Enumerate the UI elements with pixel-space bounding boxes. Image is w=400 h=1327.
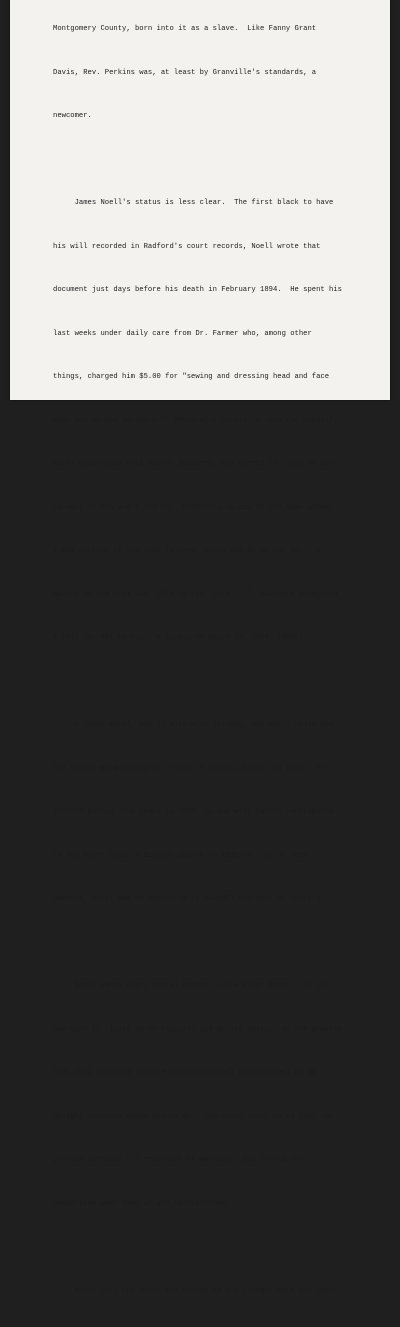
text-line: however, Noell was an unmarried (widowed?) resident of Radford. [53,895,325,903]
text-line: started buying land there in 1884; he and wife Pattie contributed [53,808,334,816]
text-line: to New River Depot's Baptist church in 1889-90. As of 1894, [53,851,312,860]
text-line: document just days before his death in February 1894. He spent his [53,286,342,294]
text-line: his will recorded in Radford's court records, Noell wrote that [53,242,321,251]
document-page [10,0,390,1295]
text-line: when cut by Bob Saunders." Physically unable to care for himself, [53,416,338,425]
document-body [53,0,371,1327]
text-line [53,1240,371,1255]
text-line: James Noell's status is less clear. The first black to have [53,199,334,207]
text-line: Noell contracted with Warner Saunders, who agreed to "stop my work [53,460,338,468]
text-line: upright virtuous woman should do." The court later ruled that the [53,1112,334,1121]
text-line: Noell left the other six houses to his illegitimate son Eddie [53,1286,338,1295]
text-line: Noell owned eight rental houses in New River Depot. He left [53,982,334,990]
text-line: one each to Lizzie Bolds (Bowls?) and Hallie Taylor, on the proviso [53,1025,342,1034]
text-line: two sister-aged teenagers, lived in Pulaski County in 1870. He [53,764,325,773]
text-line: Davis, Rev. Perkins was, at least by Granville's standards, a [53,68,317,77]
text-line [53,153,371,168]
text-line: things, charged him $5.00 for "sewing and dressing head and face [53,373,330,381]
text-line: I was getting at the pipe factory, which was $1.00 per day. I [53,547,321,555]
text-line: newcomer. [53,112,92,120]
text-line [53,936,371,951]
text-line: Montgomery County, born into it as a slave. Like Fanny Grant [53,25,317,33]
text-line: proviso operated "in restraint of marriage" and turned the [53,1156,304,1164]
text-line: waited on him from Jan. 28th to Feb. 18th...." Saunders submitted [53,590,338,599]
text-line: a bill for $21 to Noell's estate on March 12, 1894. [NOTE] [53,634,304,642]
text-line: last weeks under daily care from Dr. Farmer who, among other [53,329,312,338]
text-line [53,675,371,690]
text-line: A James Noell, age 27 with wife Tillday, one small child and [53,721,334,729]
text-line: to wait on him and I did so. Promising to pay me the same amount [53,503,334,512]
text-line: that they remained "single and conduct[ed] [themselves] as an [53,1069,317,1077]
text-line: properties over free of any restrictions. [53,1199,230,1208]
